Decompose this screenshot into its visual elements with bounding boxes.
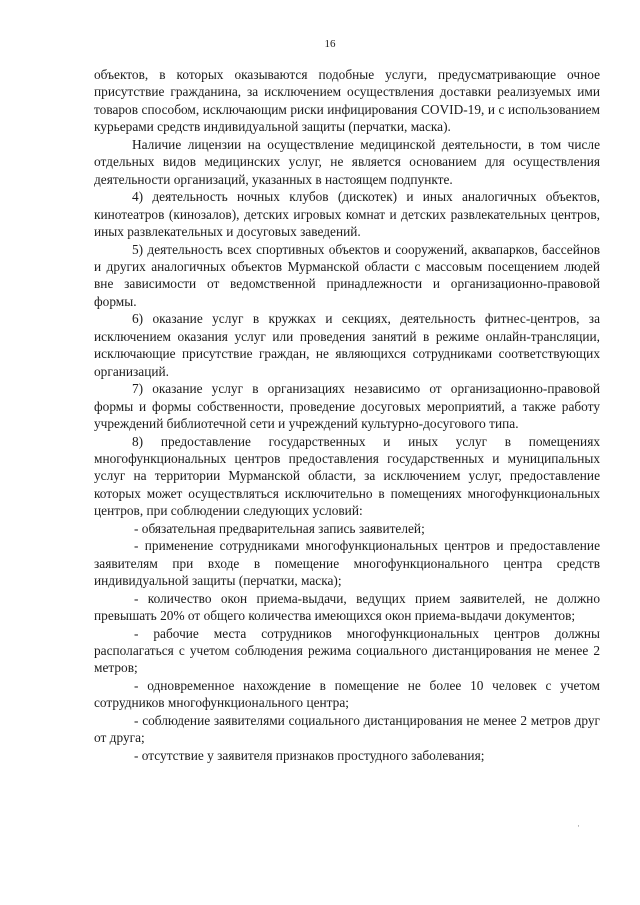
condition-item: - соблюдение заявителями социального дистанцирования не менее 2 метров друг от друга; [94, 712, 600, 746]
condition-item: - применение сотрудниками многофункциональных центров и предоставление заявителям при входе в помещение многофункционального центра средств индивидуальной защиты (перчатки, маска); [94, 538, 600, 589]
paragraph-item-7: 7) оказание услуг в организациях независимо от организационно-правовой формы и формы собственности, проведение досуговых мероприятий, а также работу учреждений библиотечной сети и учреждений культурно-досугового типа. [94, 381, 600, 432]
condition-item: - отсутствие у заявителя признаков простудного заболевания; [134, 747, 485, 763]
paragraph-item-6: 6) оказание услуг в кружках и секциях, деятельность фитнес-центров, за исключением оказания услуг или проведения занятий в режиме онлайн-трансляции, исключающие присутствие граждан, не являющихся сотрудниками соответствующих организаций. [94, 311, 600, 379]
paragraph-item-5: 5) деятельность всех спортивных объектов и сооружений, аквапарков, бассейнов и других аналогичных объектов Мурманской области с массовым посещением людей вне зависимости от ведомственной принадлежности и организационно-правовой формы. [94, 241, 600, 309]
paragraph-item-8: 8) предоставление государственных и иных услуг в помещениях многофункциональных центров предоставления государственных и муниципальных услуг на территории Мурманской области, за исключением услуг, предоставление которых может осуществляться исключительно в помещениях многофункциональных центров, при соблюдении следующих условий: [94, 433, 600, 519]
condition-item: - обязательная предварительная запись заявителей; [134, 520, 425, 536]
paragraph-item-4: 4) деятельность ночных клубов (дискотек) и иных аналогичных объектов, кинотеатров (кинозалов), детских игровых комнат и детских развлекательных центров, иных развлекательных и досуговых заведений. [94, 189, 600, 240]
scan-dot-mark: · [577, 821, 580, 831]
condition-item: - одновременное нахождение в помещение не более 10 человек с учетом сотрудников многофункционального центра; [94, 677, 600, 711]
paragraph-license-note: Наличие лицензии на осуществление медицинской деятельности, в том числе отдельных видов медицинских услуг, не является основанием для осуществления деятельности организаций, указанных в настоящем подпункте. [94, 136, 600, 187]
condition-item: - количество окон приема-выдачи, ведущих прием заявителей, не должно превышать 20% от общего количества имеющихся окон приема-выдачи документов; [94, 590, 600, 624]
page-number: 16 [324, 38, 336, 50]
document-body [94, 66, 600, 764]
paragraph-continuation: объектов, в которых оказываются подобные услуги, предусматривающие очное присутствие гражданина, за исключением осуществления доставки реализуемых ими товаров способом, исключающим риски инфицирования COVID-19, и с использованием курьерами средств индивидуальной защиты (перчатки, маска). [94, 67, 600, 135]
condition-item: - рабочие места сотрудников многофункциональных центров должны располагаться с учетом соблюдения режима социального дистанцирования не менее 2 метров; [94, 625, 600, 676]
